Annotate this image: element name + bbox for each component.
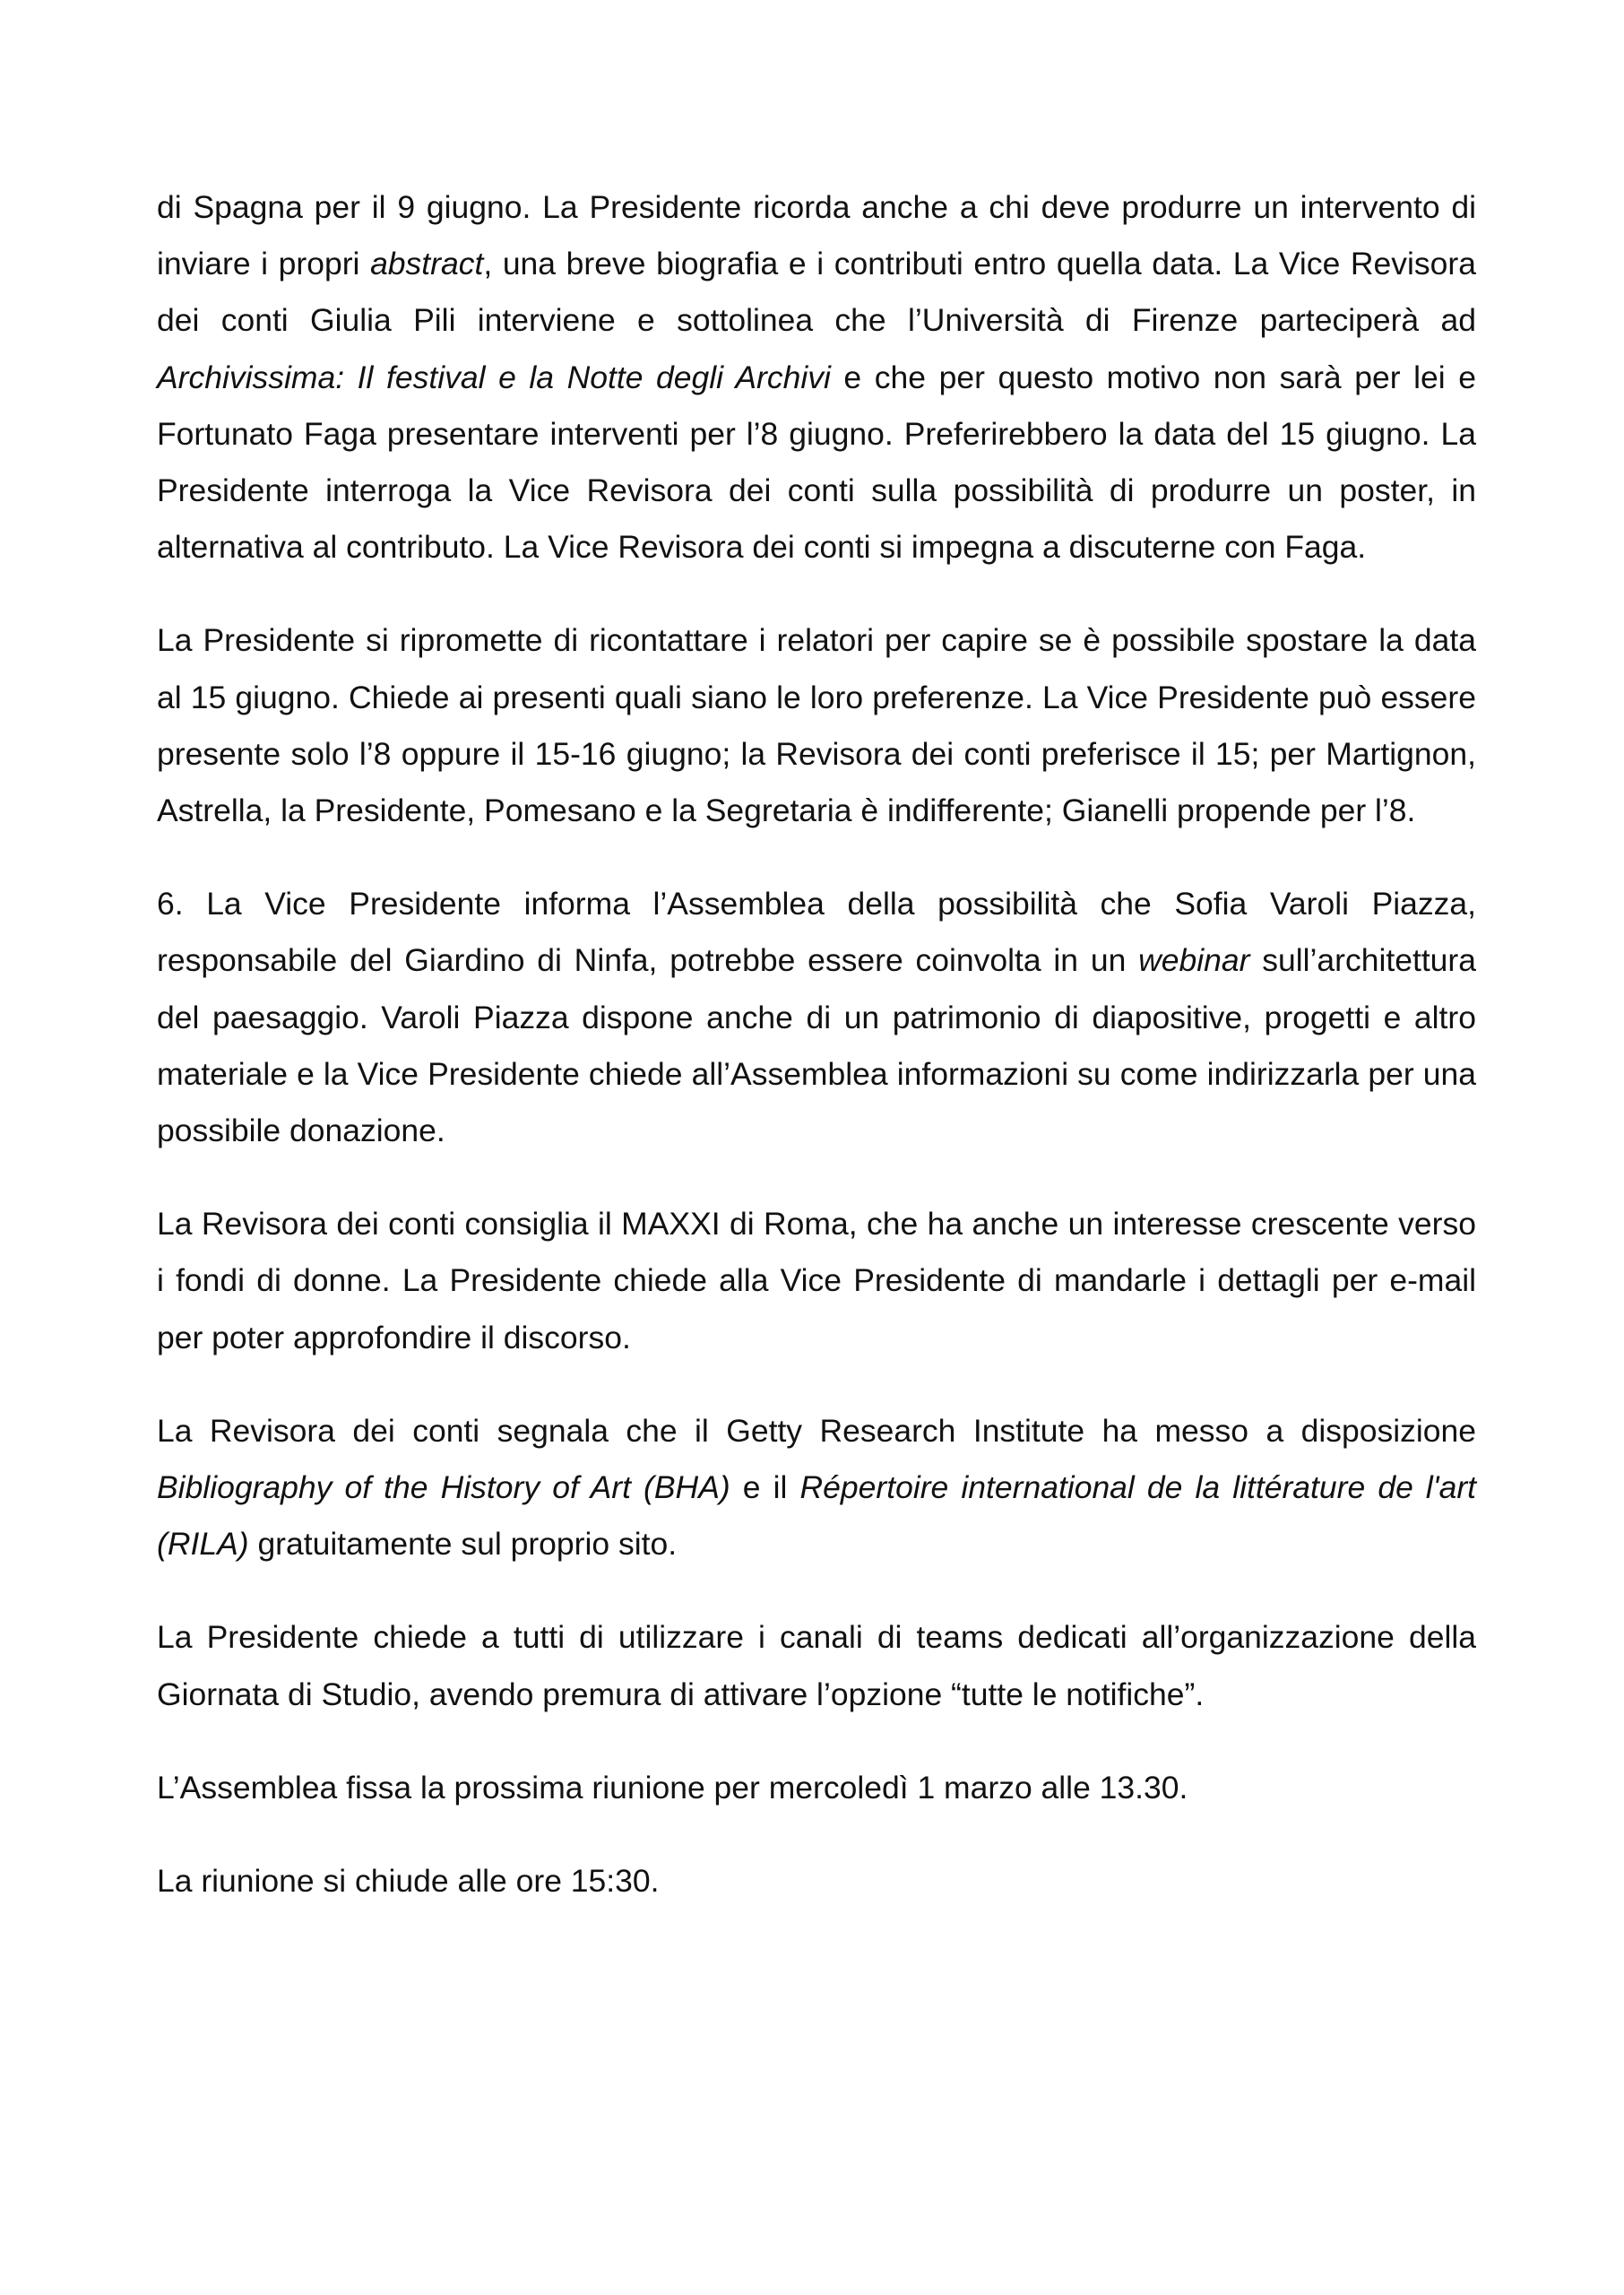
- paragraph-text: gratuitamente sul proprio sito.: [248, 1526, 678, 1563]
- paragraph-text: L’Assemblea fissa la prossima riunione per mercoledì 1 marzo alle 13.30.: [157, 1769, 1188, 1806]
- paragraph-text: La Presidente chiede a tutti di utilizzare i canali di teams dedicati all’organizzazione della Giornata di Studio, avendo premura di attivare l’opzione “tutte le notifiche”.: [157, 1619, 1476, 1712]
- paragraph: [157, 876, 1476, 1159]
- paragraph: [157, 1196, 1476, 1366]
- paragraph-text: sull’architettura del paesaggio. Varoli Piazza dispone anche di un patrimonio di diapositive, progetti e altro materiale e la Vice Presidente chiede all’Assemblea informazioni su come indirizzarla per una possibile donazione.: [157, 942, 1476, 1149]
- paragraph-text: di Spagna per il 9 giugno. La Presidente ricorda anche a chi deve produrre un intervento di inviare i propri: [157, 189, 1476, 282]
- paragraph-text: , una breve biografia e i contributi entro quella data. La Vice Revisora dei conti Giulia Pili interviene e sottolinea che l’Università di Firenze parteciperà ad: [157, 246, 1476, 339]
- italic-text: webinar: [1138, 942, 1250, 979]
- italic-text: Archivissima: Il festival e la Notte degli Archivi: [157, 359, 831, 395]
- paragraph-text: 6. La Vice Presidente informa l’Assemblea della possibilità che Sofia Varoli Piazza, responsabile del Giardino di Ninfa, potrebbe essere coinvolta in un: [157, 886, 1476, 979]
- paragraph-text: La Presidente si ripromette di ricontattare i relatori per capire se è possibile spostare la data al 15 giugno. Chiede ai presenti quali siano le loro preferenze. La Vice Presidente può essere presente solo l’8 oppure il 15-16 giugno; la Revisora dei conti preferisce il 15; per Martignon, Astrella, la Presidente, Pomesano e la Segretaria è indifferente; Gianelli propende per l’8.: [157, 622, 1476, 829]
- paragraph: [157, 179, 1476, 576]
- italic-text: abstract: [370, 246, 484, 282]
- italic-text: Répertoire international de la littérature de l'art (RILA): [157, 1469, 1477, 1563]
- paragraph: [157, 1403, 1476, 1573]
- paragraph-text: e che per questo motivo non sarà per lei e Fortunato Faga presentare interventi per l’8 giugno. Preferirebbero la data del 15 giugno. La Presidente interroga la Vice Revisora dei conti sulla possibilità di produrre un poster, in alternativa al contributo. La Vice Revisora dei conti si impegna a discuterne con Faga.: [157, 359, 1476, 566]
- paragraph: [157, 1760, 1476, 1816]
- paragraph-text: La riunione si chiude alle ore 15:30.: [157, 1863, 660, 1900]
- paragraph-text: La Revisora dei conti segnala che il Getty Research Institute ha messo a disposizione: [157, 1412, 1476, 1449]
- paragraph-text: La Revisora dei conti consiglia il MAXXI di Roma, che ha anche un interesse crescente verso i fondi di donne. La Presidente chiede alla Vice Presidente di mandarle i dettagli per e-mail per poter approfondire il discorso.: [157, 1206, 1476, 1355]
- paragraph: [157, 1609, 1476, 1722]
- paragraph: [157, 612, 1476, 839]
- italic-text: Bibliography of the History of Art (BHA): [157, 1469, 730, 1506]
- document-page: [157, 179, 1476, 1946]
- paragraph-text: e il: [730, 1469, 800, 1506]
- paragraph: [157, 1853, 1476, 1910]
